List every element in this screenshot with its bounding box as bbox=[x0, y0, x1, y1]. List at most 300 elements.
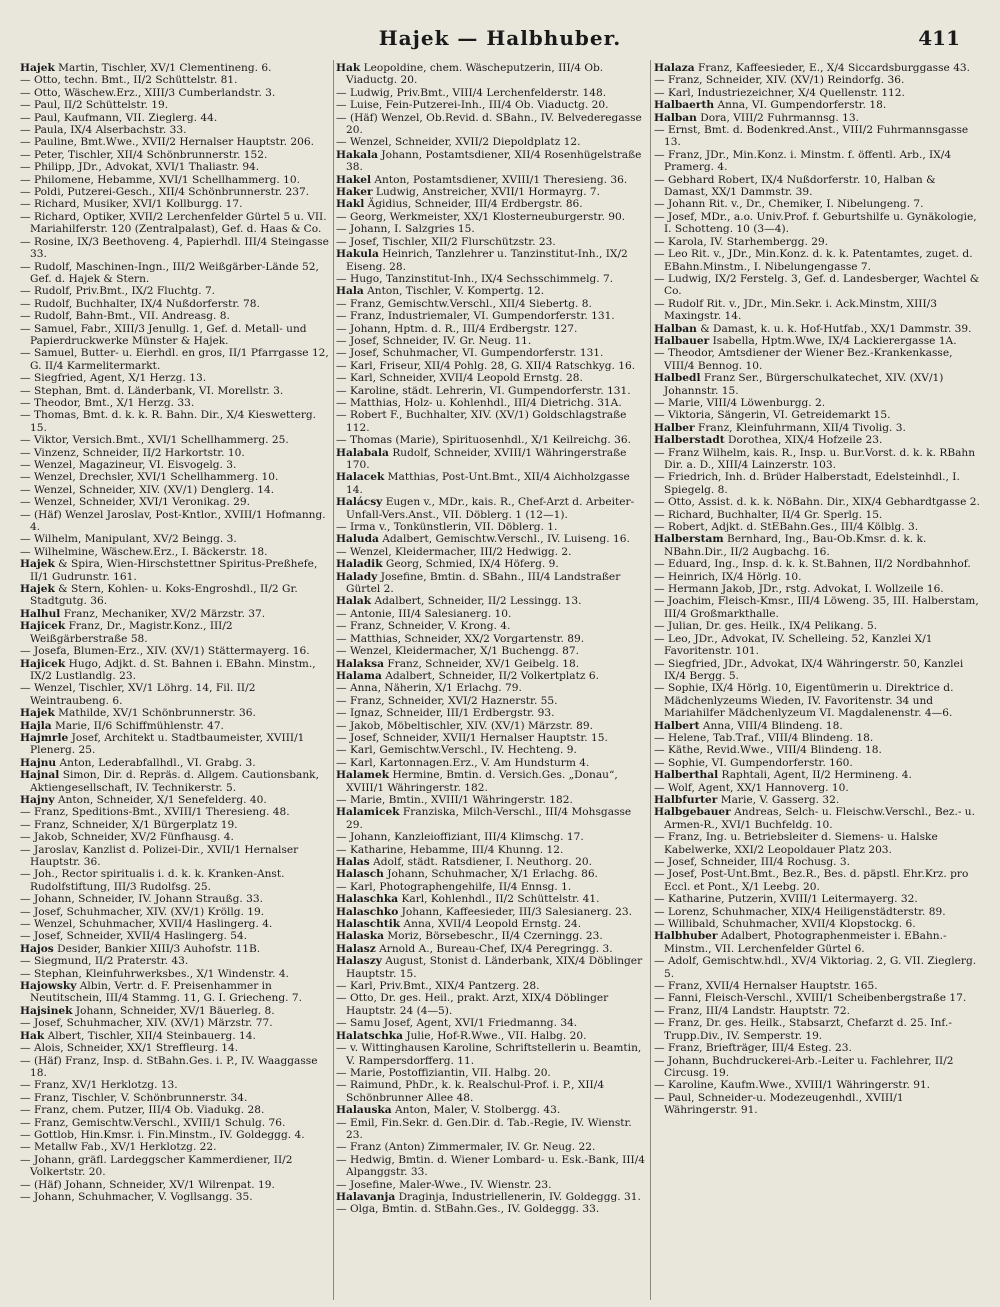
directory-entry bbox=[654, 211, 980, 236]
directory-entry bbox=[654, 980, 980, 992]
directory-entry bbox=[20, 99, 332, 111]
directory-entry bbox=[336, 906, 648, 918]
directory-entry bbox=[336, 273, 648, 285]
entry-details: — Ernst, Bmt. d. Bodenkred.Anst., VIII/2 Fuhrmannsgasse 13. bbox=[654, 124, 969, 149]
entry-surname: Hakel bbox=[336, 173, 371, 186]
entry-details: Anton, Tischler, V. Kompertg. 12. bbox=[367, 285, 545, 298]
directory-entry bbox=[654, 533, 980, 558]
directory-entry bbox=[20, 1079, 332, 1091]
entry-details: — Wolf, Agent, XX/1 Hannoverg. 10. bbox=[654, 781, 849, 794]
entry-details: — Alois, Schneider, XX/1 Streffleurg. 14. bbox=[20, 1042, 239, 1055]
running-title: Hajek — Halbhuber. bbox=[378, 26, 622, 50]
directory-entry bbox=[336, 881, 648, 893]
directory-entry bbox=[336, 670, 648, 682]
directory-entry bbox=[336, 112, 648, 137]
entry-details: — Wenzel, Kleidermacher, III/2 Hedwigg. 2. bbox=[336, 545, 572, 558]
entry-details: Franz, Mechaniker, XV/2 Märzstr. 37. bbox=[63, 607, 266, 620]
entry-details: — Friedrich, Inh. d. Brüder Halberstadt, Edelsteinhdl., I. Spiegelg. 8. bbox=[654, 471, 960, 496]
entry-details: Franz, Schneider, XV/1 Geibelg. 18. bbox=[387, 657, 580, 670]
entry-details: — Johann, I. Salzgries 15. bbox=[336, 223, 475, 236]
entry-details: — Johann, Kanzleioffiziant, III/4 Klimschg. 17. bbox=[336, 831, 584, 844]
directory-entry bbox=[654, 744, 980, 756]
entry-details: Franziska, Milch-Verschl., III/4 Mohsgasse 29. bbox=[346, 806, 632, 831]
directory-entry bbox=[20, 310, 332, 322]
entry-surname: Hak bbox=[20, 1029, 45, 1042]
entry-details: — Gebhard Robert, IX/4 Nußdorferstr. 10, Halban & Damast, XX/1 Dammstr. 39. bbox=[654, 173, 936, 199]
entry-details: — Robert F., Buchhalter, XIV. (XV/1) Goldschlagstraße 112. bbox=[336, 409, 627, 434]
entry-surname: Hajsinek bbox=[20, 1004, 73, 1017]
directory-entry bbox=[20, 447, 332, 459]
entry-details: — Hedwig, Bmtin. d. Wiener Lombard- u. Esk.-Bank, III/4 Alpanggstr. 33. bbox=[336, 1153, 646, 1179]
entry-surname: Halaschtik bbox=[336, 918, 401, 931]
directory-entry bbox=[336, 893, 648, 905]
directory-entry bbox=[336, 658, 648, 670]
entry-details: Josef, Architekt u. Stadtbaumeister, XVIII/1 Plenerg. 25. bbox=[30, 731, 305, 757]
entry-details: — Paul, Schneider-u. Modezeugenhdl., XVIII/1 Währingerstr. 91. bbox=[654, 1091, 904, 1117]
entry-details: — Franz, Gemischtw.Verschl., XVIII/1 Schulg. 76. bbox=[20, 1116, 286, 1129]
entry-surname: Halama bbox=[336, 669, 382, 682]
entry-details: — Josef, Post-Unt.Bmt., Bez.R., Bes. d. päpstl. Ehr.Krz. pro Eccl. et Pont., X/1 Leebg. 20. bbox=[654, 868, 969, 893]
directory-entry bbox=[20, 385, 332, 397]
entry-details: — Olga, Bmtin. d. StBahn.Ges., IV. Goldeggg. 33. bbox=[336, 1203, 600, 1216]
entry-surname: Halaksa bbox=[336, 657, 384, 670]
entry-details: — Theodor, Bmt., X/1 Herzg. 33. bbox=[20, 396, 195, 409]
directory-entry bbox=[336, 595, 648, 607]
directory-entry bbox=[20, 1117, 332, 1129]
directory-entry bbox=[336, 930, 648, 942]
entry-surname: Halaza bbox=[654, 62, 695, 74]
entry-details: — Philomene, Hebamme, XVI/1 Schellhammerg. 10. bbox=[20, 173, 300, 186]
directory-entry bbox=[654, 248, 980, 273]
entry-details: — Viktoria, Sängerin, VI. Getreidemarkt 15. bbox=[654, 409, 891, 422]
directory-entry bbox=[654, 720, 980, 732]
entry-details: — Richard, Buchhalter, II/4 Gr. Sperlg. 15. bbox=[654, 508, 883, 521]
directory-entry bbox=[654, 633, 980, 658]
directory-entry bbox=[336, 211, 648, 223]
entry-details: Johann, Schuhmacher, X/1 Erlachg. 86. bbox=[387, 868, 598, 881]
entry-details: — Emil, Fin.Sekr. d. Gen.Dir. d. Tab.-Regie, IV. Wienstr. 23. bbox=[336, 1116, 632, 1141]
directory-entry bbox=[20, 409, 332, 434]
entry-details: Johann, Postamtsdiener, XII/4 Rosenhügelstraße 38. bbox=[346, 148, 642, 174]
entry-details: — Poldi, Putzerei-Gesch., XII/4 Schönbrunnerstr. 237. bbox=[20, 186, 310, 199]
entry-surname: Hajla bbox=[20, 719, 52, 732]
directory-entry bbox=[336, 757, 648, 769]
entry-details: — (Häf) Wenzel, Ob.Revid. d. SBahn., IV. Belvederegasse 20. bbox=[336, 111, 642, 137]
entry-surname: Halberstadt bbox=[654, 434, 725, 447]
entry-details: — Samuel, Fabr., XIII/3 Jenullg. 1, Gef. d. Metall- und Papierdruckwerke Münster & Hajek. bbox=[20, 322, 307, 347]
directory-entry bbox=[336, 645, 648, 657]
directory-entry bbox=[654, 583, 980, 595]
directory-entry bbox=[336, 620, 648, 632]
entry-surname: Halasz bbox=[336, 942, 376, 955]
entry-details: — Thomas (Marie), Spirituosenhdl., X/1 Keilreichg. 36. bbox=[336, 434, 631, 447]
entry-details: — Samu Josef, Agent, XVI/1 Friedmanng. 34. bbox=[336, 1017, 578, 1030]
entry-details: — Franz, Schneider, XVI/2 Haznerstr. 55. bbox=[336, 694, 558, 707]
entry-details: — Robert, Adjkt. d. StEBahn.Ges., III/4 Kölblg. 3. bbox=[654, 521, 919, 534]
entry-surname: Hajicek bbox=[20, 620, 66, 633]
entry-details: — Eduard, Ing., Insp. d. k. k. St.Bahnen, II/2 Nordbahnhof. bbox=[654, 558, 971, 571]
directory-entry bbox=[336, 608, 648, 620]
directory-entry bbox=[654, 323, 980, 335]
entry-details: — Katharine, Hebamme, III/4 Khunng. 12. bbox=[336, 843, 564, 856]
directory-entry bbox=[654, 236, 980, 248]
entry-details: Dorothea, XIX/4 Hofzeile 23. bbox=[728, 434, 883, 447]
directory-entry bbox=[654, 1017, 980, 1042]
directory-entry bbox=[654, 831, 980, 856]
directory-entry bbox=[336, 633, 648, 645]
directory-entry bbox=[20, 1042, 332, 1054]
entry-details: — Rudolf, Bahn-Bmt., VII. Andreasg. 8. bbox=[20, 310, 230, 323]
directory-entry bbox=[20, 1092, 332, 1104]
entry-details: — Franz, Gemischtw.Verschl., XII/4 Siebertg. 8. bbox=[336, 297, 592, 310]
entry-details: Anton, Maler, V. Stolbergg. 43. bbox=[395, 1104, 561, 1117]
directory-entry bbox=[20, 174, 332, 186]
entry-details: — Viktor, Versich.Bmt., XVI/1 Schellhammerg. 25. bbox=[20, 434, 289, 447]
directory-entry bbox=[654, 273, 980, 298]
entry-details: — Josef, Tischler, XII/2 Flurschützstr. 23. bbox=[336, 235, 556, 248]
entry-details: — Wenzel, Magazineur, VI. Eisvogelg. 3. bbox=[20, 459, 237, 471]
entry-details: — Siegfried, Agent, X/1 Herzg. 13. bbox=[20, 372, 207, 385]
directory-entry bbox=[654, 74, 980, 86]
page-header bbox=[0, 0, 1000, 60]
directory-entry bbox=[336, 769, 648, 794]
entry-details: Julie, Hof-R.Wwe., VII. Halbg. 20. bbox=[406, 1029, 587, 1042]
directory-entry bbox=[20, 608, 332, 620]
directory-entry bbox=[20, 323, 332, 348]
entry-details: Eugen v., MDr., kais. R., Chef-Arzt d. Arbeiter-Unfall-Vers.Anst., VII. Döblerg. 1 (12—1). bbox=[346, 496, 635, 521]
directory-entry bbox=[336, 136, 648, 148]
directory-entry bbox=[20, 732, 332, 757]
entry-details: Adalbert, Photographenmeister i. EBahn.-Minstm., VII. Lerchenfelder Gürtel 6. bbox=[664, 930, 947, 955]
entry-details: — Franz, Ing. u. Betriebsleiter d. Siemens- u. Halske Kabelwerke, XXI/2 Leopoldauer Platz 203. bbox=[654, 831, 938, 856]
directory-entry bbox=[654, 434, 980, 446]
directory-entry bbox=[20, 261, 332, 286]
entry-details: — Franz, XVII/4 Hernalser Hauptstr. 165. bbox=[654, 980, 878, 993]
directory-entry bbox=[336, 744, 648, 756]
entry-details: — Josefa, Blumen-Erz., XIV. (XV/1) Stättermayerg. 16. bbox=[20, 645, 310, 658]
entry-details: Draginja, Industriellenerin, IV. Goldeggg. 31. bbox=[398, 1190, 641, 1203]
entry-details: & Damast, k. u. k. Hof-Hutfab., XX/1 Dammstr. 39. bbox=[700, 322, 972, 335]
entry-details: Arnold A., Bureau-Chef, IX/4 Peregringg. 3. bbox=[379, 942, 613, 955]
directory-entry bbox=[654, 509, 980, 521]
entry-surname: Hakula bbox=[336, 248, 379, 261]
entry-details: — Karl, Kartonnagen.Erz., V. Am Hundsturm 4. bbox=[336, 756, 590, 769]
entry-details: — Hermann Jakob, JDr., rstg. Advokat, I. Wollzeile 16. bbox=[654, 583, 944, 596]
entry-details: — Johann, Hptm. d. R., III/4 Erdbergstr. 127. bbox=[336, 322, 578, 335]
entry-surname: Hajos bbox=[20, 942, 54, 955]
directory-entry bbox=[336, 198, 648, 210]
entry-details: — Karl, Industriezeichner, X/4 Quellenstr. 112. bbox=[654, 86, 905, 99]
entry-details: Adalbert, Gemischtw.Verschl., IV. Luiseng. 16. bbox=[382, 533, 630, 546]
directory-entry bbox=[20, 819, 332, 831]
directory-entry bbox=[20, 1030, 332, 1042]
directory-entry bbox=[654, 769, 980, 781]
directory-entry bbox=[20, 459, 332, 471]
entry-surname: Haladik bbox=[336, 558, 383, 571]
directory-entry bbox=[336, 223, 648, 235]
entry-details: Ludwig, Anstreicher, XVII/1 Hormayrg. 7. bbox=[375, 186, 601, 199]
entry-details: Hugo, Adjkt. d. St. Bahnen i. EBahn. Minstm., IX/2 Lustlandlg. 23. bbox=[30, 657, 316, 682]
entry-details: — Raimund, PhDr., k. k. Realschul-Prof. i. P., XII/4 Schönbrunner Allee 48. bbox=[336, 1079, 605, 1104]
directory-entry bbox=[20, 74, 332, 86]
directory-entry bbox=[20, 980, 332, 1005]
directory-entry bbox=[654, 1079, 980, 1091]
entry-surname: Halamek bbox=[336, 769, 390, 782]
directory-entry bbox=[654, 521, 980, 533]
directory-entry bbox=[336, 62, 648, 87]
entry-details: — Franz, III/4 Landstr. Hauptstr. 72. bbox=[654, 1004, 850, 1017]
entry-surname: Halber bbox=[654, 421, 695, 434]
column-divider bbox=[333, 60, 334, 1300]
entry-details: — Otto, Assist. d. k. k. NöBahn. Dir., XIX/4 Gebhardtgasse 2. bbox=[654, 496, 980, 509]
directory-column-2 bbox=[336, 62, 648, 1302]
entry-surname: Haker bbox=[336, 186, 373, 199]
entry-surname: Hajek bbox=[20, 583, 55, 596]
directory-entry bbox=[20, 707, 332, 719]
directory-entry bbox=[20, 620, 332, 645]
directory-entry bbox=[654, 794, 980, 806]
directory-entry bbox=[20, 968, 332, 980]
entry-details: — Paul, Kaufmann, VII. Zieglerg. 44. bbox=[20, 111, 218, 124]
entry-surname: Halamicek bbox=[336, 806, 400, 819]
directory-entry bbox=[20, 794, 332, 806]
entry-details: Leopoldine, chem. Wäscheputzerin, III/4 Ob. Viaductg. 20. bbox=[346, 62, 604, 87]
entry-details: — Johann Rit. v., Dr., Chemiker, I. Nibelungeng. 7. bbox=[654, 198, 924, 211]
directory-entry bbox=[20, 198, 332, 210]
directory-entry bbox=[336, 323, 648, 335]
directory-entry bbox=[654, 298, 980, 323]
entry-surname: Hajicek bbox=[20, 657, 66, 670]
entry-surname: Halhul bbox=[20, 607, 61, 620]
entry-details: — Johann, Schneider, IV. Johann Straußg. 33. bbox=[20, 893, 263, 906]
entry-details: — Irma v., Tonkünstlerin, VII. Döblerg. 1. bbox=[336, 521, 558, 534]
directory-entry bbox=[654, 1092, 980, 1117]
entry-surname: Halbhuber bbox=[654, 930, 718, 943]
directory-entry bbox=[336, 546, 648, 558]
entry-details: Marie, II/6 Schiffmühlenstr. 47. bbox=[54, 719, 224, 732]
entry-details: Franz, Kleinfuhrmann, XII/4 Tivolig. 3. bbox=[698, 421, 906, 434]
directory-entry bbox=[654, 658, 980, 683]
directory-entry bbox=[20, 806, 332, 818]
entry-details: — Josef, Schneider, XVII/4 Haslingerg. 54. bbox=[20, 930, 248, 943]
entry-details: — Rudolf, Buchhalter, IX/4 Nußdorferstr. 78. bbox=[20, 297, 260, 310]
directory-entry bbox=[654, 782, 980, 794]
entry-details: — Franz, Tischler, V. Schönbrunnerstr. 34. bbox=[20, 1091, 248, 1104]
entry-details: — Richard, Musiker, XVI/1 Kollburgg. 17. bbox=[20, 198, 243, 211]
entry-details: — Siegmund, II/2 Praterstr. 43. bbox=[20, 955, 189, 968]
directory-entry bbox=[20, 757, 332, 769]
directory-entry bbox=[20, 124, 332, 136]
entry-details: — Otto, techn. Bmt., II/2 Schüttelstr. 81. bbox=[20, 74, 238, 87]
directory-entry bbox=[654, 335, 980, 347]
entry-surname: Halberstam bbox=[654, 533, 724, 546]
directory-entry bbox=[654, 471, 980, 496]
directory-entry bbox=[20, 943, 332, 955]
entry-details: Adolf, städt. Ratsdiener, I. Neuthorg. 20. bbox=[373, 856, 592, 868]
entry-surname: Halatschka bbox=[336, 1029, 403, 1042]
directory-entry bbox=[20, 1179, 332, 1191]
directory-entry bbox=[20, 1191, 332, 1203]
entry-surname: Haluda bbox=[336, 533, 379, 546]
directory-entry bbox=[654, 149, 980, 174]
directory-entry bbox=[336, 682, 648, 694]
entry-details: — Thomas, Bmt. d. k. k. R. Bahn. Dir., X/4 Kieswetterg. 15. bbox=[20, 409, 317, 434]
entry-details: — Ignaz, Schneider, III/1 Erdbergstr. 93. bbox=[336, 707, 555, 720]
entry-details: — Johann, Schuhmacher, V. Vogllsangg. 35. bbox=[20, 1190, 253, 1203]
directory-entry bbox=[654, 1005, 980, 1017]
directory-entry bbox=[20, 645, 332, 657]
entry-details: — Pauline, Bmt.Wwe., XVII/2 Hernalser Hauptstr. 206. bbox=[20, 136, 314, 149]
entry-details: Georg, Schmied, IX/4 Höferg. 9. bbox=[385, 558, 559, 571]
entry-details: — Stephan, Bmt. d. Länderbank, VI. Morellstr. 3. bbox=[20, 384, 284, 397]
directory-entry bbox=[336, 335, 648, 347]
entry-details: Albin, Vertr. d. F. Preisenhammer in Neutitschein, III/4 Stammg. 11, G. I. Griecheng. 7. bbox=[30, 980, 302, 1005]
directory-entry bbox=[654, 595, 980, 620]
entry-details: — Otto, Dr. ges. Heil., prakt. Arzt, XIX/4 Döblinger Hauptstr. 24 (4—5). bbox=[336, 992, 609, 1017]
entry-details: — Leo, JDr., Advokat, IV. Schelleing. 52, Kanzlei X/1 Favoritenstr. 101. bbox=[654, 632, 933, 658]
entry-details: — Siegfried, JDr., Advokat, IX/4 Währingerstr. 50, Kanzlei IX/4 Bergg. 5. bbox=[654, 657, 964, 682]
entry-details: — Philipp, JDr., Advokat, XVI/1 Thaliastr. 94. bbox=[20, 161, 260, 174]
entry-details: — Franz, Speditions-Bmt., XVIII/1 Theresieng. 48. bbox=[20, 806, 290, 819]
directory-entry bbox=[20, 434, 332, 446]
entry-details: — Luise, Fein-Putzerei-Inh., III/4 Ob. Viaductg. 20. bbox=[336, 99, 609, 112]
directory-entry bbox=[654, 174, 980, 199]
directory-entry bbox=[20, 136, 332, 148]
directory-entry bbox=[336, 248, 648, 273]
directory-entry bbox=[336, 1203, 648, 1215]
directory-entry bbox=[20, 868, 332, 893]
directory-entry bbox=[20, 844, 332, 869]
directory-entry bbox=[336, 980, 648, 992]
entry-details: — Sophie, IX/4 Hörlg. 10, Eigentümerin u. Direktrice d. Mädchenlyzeums Wieden, IV. Favoritenstr. 34 und Mariahilfer Mädchenlyzeum VI. Magdalenenstr. 4—6. bbox=[654, 682, 954, 720]
entry-details: — Sophie, VI. Gumpendorferstr. 160. bbox=[654, 756, 853, 769]
entry-details: — Karl, Priv.Bmt., XIX/4 Pantzerg. 28. bbox=[336, 980, 540, 993]
entry-surname: Halas bbox=[336, 856, 370, 868]
entry-details: — Hugo, Tanzinstitut-Inh., IX/4 Sechsschimmelg. 7. bbox=[336, 272, 614, 285]
entry-details: August, Stonist d. Länderbank, XIX/4 Döblinger Hauptstr. 15. bbox=[346, 955, 643, 980]
directory-entry bbox=[654, 918, 980, 930]
entry-details: — Leo Rit. v., JDr., Min.Konz. d. k. k. Patentamtes, zuget. d. EBahn.Minstm., I. Nibelungengasse 7. bbox=[654, 248, 973, 273]
directory-entry bbox=[20, 682, 332, 707]
entry-details: — Johann, gräfl. Lardeggscher Kammerdiener, II/2 Volkertstr. 20. bbox=[20, 1153, 293, 1179]
entry-details: — Jakob, Möbeltischler, XIV. (XV/1) Märzstr. 89. bbox=[336, 719, 594, 732]
directory-entry bbox=[336, 298, 648, 310]
entry-details: — (Häf) Franz, Insp. d. StBahn.Ges. i. P., IV. Waaggasse 18. bbox=[20, 1054, 318, 1079]
directory-entry bbox=[654, 372, 980, 397]
entry-details: — Josef, Schneider, III/4 Rochusg. 3. bbox=[654, 856, 850, 868]
directory-entry bbox=[20, 930, 332, 942]
entry-details: — Franz, XV/1 Herklotzg. 13. bbox=[20, 1079, 178, 1092]
entry-surname: Halberthal bbox=[654, 769, 719, 782]
directory-entry bbox=[336, 992, 648, 1017]
directory-entry bbox=[336, 521, 648, 533]
directory-entry bbox=[654, 856, 980, 868]
entry-details: — Paul, II/2 Schüttelstr. 19. bbox=[20, 99, 169, 112]
entry-details: — Paula, IX/4 Alserbachstr. 33. bbox=[20, 124, 187, 137]
entry-details: — Wenzel, Schneider, XVII/2 Diepoldplatz 12. bbox=[336, 136, 581, 149]
entry-surname: Hajny bbox=[20, 793, 55, 806]
directory-entry bbox=[336, 1154, 648, 1179]
directory-entry bbox=[336, 285, 648, 297]
directory-entry bbox=[336, 434, 648, 446]
directory-entry bbox=[654, 496, 980, 508]
directory-entry bbox=[336, 943, 648, 955]
entry-details: — Peter, Tischler, XII/4 Schönbrunnerstr. 152. bbox=[20, 148, 268, 161]
directory-entry bbox=[336, 236, 648, 248]
directory-entry bbox=[654, 757, 980, 769]
entry-details: — Karoline, Kaufm.Wwe., XVIII/1 Währingerstr. 91. bbox=[654, 1079, 931, 1092]
directory-entry bbox=[336, 347, 648, 359]
entry-details: — Richard, Optiker, XVII/2 Lerchenfelder Gürtel 5 u. VII. Mariahilferstr. 120 (Zentralpalast), Gef. d. Haas & Co. bbox=[20, 210, 327, 236]
entry-surname: Halaska bbox=[336, 930, 384, 943]
entry-details: — (Häf) Johann, Schneider, XV/1 Wilrenpat. 19. bbox=[20, 1178, 275, 1191]
entry-details: — Gottlob, Hin.Kmsr. i. Fin.Minstm., IV. Goldeggg. 4. bbox=[20, 1128, 305, 1141]
entry-details: — Franz, Schneider, V. Krong. 4. bbox=[336, 620, 511, 633]
entry-details: — Johann, Buchdruckerei-Arb.-Leiter u. Fachlehrer, II/2 Circusg. 19. bbox=[654, 1054, 954, 1079]
directory-entry bbox=[20, 186, 332, 198]
directory-entry bbox=[20, 906, 332, 918]
entry-surname: Halaschko bbox=[336, 905, 399, 918]
entry-details: — Wenzel, Tischler, XV/1 Löhrg. 14, Fil. II/2 Weintraubeng. 6. bbox=[20, 682, 256, 707]
directory-entry bbox=[20, 658, 332, 683]
directory-column-3 bbox=[654, 62, 980, 1302]
directory-entry bbox=[336, 955, 648, 980]
entry-surname: Halady bbox=[336, 570, 378, 583]
directory-entry bbox=[336, 447, 648, 472]
directory-entry bbox=[336, 720, 648, 732]
entry-details: — Willibald, Schuhmacher, XVII/4 Klopstockg. 6. bbox=[654, 918, 916, 931]
directory-entry bbox=[336, 310, 648, 322]
entry-details: — Joachim, Fleisch-Kmsr., III/4 Löweng. 35, III. Halberstam, III/4 Großmarkthalle. bbox=[654, 595, 979, 620]
entry-details: — Matthias, Holz- u. Kohlenhdl., III/4 Dietrichg. 31A. bbox=[336, 396, 622, 409]
entry-details: — Franz (Anton) Zimmermaler, IV. Gr. Neug. 22. bbox=[336, 1141, 596, 1154]
entry-surname: Hakala bbox=[336, 148, 378, 161]
entry-details: — Franz, Dr. ges. Heilk., Stabsarzt, Chefarzt d. 25. Inf.-Trupp.Div., IV. Semperstr. 19. bbox=[654, 1017, 952, 1042]
entry-surname: Halaschka bbox=[336, 893, 399, 906]
directory-entry bbox=[336, 1079, 648, 1104]
directory-entry bbox=[654, 112, 980, 124]
directory-entry bbox=[20, 236, 332, 261]
directory-entry bbox=[20, 583, 332, 608]
entry-details: — Käthe, Revid.Wwe., VIII/4 Blindeng. 18. bbox=[654, 744, 882, 757]
entry-details: — Josef, MDr., a.o. Univ.Prof. f. Geburtshilfe u. Gynäkologie, I. Schotteng. 10 (3—4). bbox=[654, 210, 977, 236]
directory-entry bbox=[336, 372, 648, 384]
entry-details: — Wenzel, Schneider, XIV. (XV/1) Denglerg. 14. bbox=[20, 483, 275, 496]
entry-details: — Wenzel, Kleidermacher, X/1 Buchengg. 87. bbox=[336, 645, 579, 658]
directory-entry bbox=[20, 1154, 332, 1179]
directory-entry bbox=[654, 571, 980, 583]
entry-details: — Josef, Schneider, IV. Gr. Neug. 11. bbox=[336, 334, 532, 347]
entry-details: — Stephan, Kleinfuhrwerksbes., X/1 Windenstr. 4. bbox=[20, 967, 289, 980]
directory-column-1 bbox=[20, 62, 332, 1302]
entry-details: Matthias, Post-Unt.Bmt., XII/4 Aichholzgasse 14. bbox=[346, 471, 630, 496]
directory-entry bbox=[336, 794, 648, 806]
entry-surname: Halácsy bbox=[336, 496, 383, 509]
entry-details: Rudolf, Schneider, XVIII/1 Währingerstraße 170. bbox=[346, 446, 627, 471]
directory-entry bbox=[20, 161, 332, 173]
directory-entry bbox=[20, 149, 332, 161]
entry-surname: Hajowsky bbox=[20, 980, 77, 993]
entry-details: — Karl, Gemischtw.Verschl., IV. Hechteng. 9. bbox=[336, 744, 577, 757]
directory-entry bbox=[20, 558, 332, 583]
entry-details: — Karl, Photographengehilfe, II/4 Ennsg. 1. bbox=[336, 880, 572, 893]
entry-details: Adalbert, Schneider, II/2 Lessingg. 13. bbox=[374, 595, 582, 608]
entry-details: — Julian, Dr. ges. Heilk., IX/4 Pelikang. 5. bbox=[654, 620, 878, 633]
entry-surname: Hak bbox=[336, 62, 361, 74]
entry-surname: Hala bbox=[336, 285, 364, 298]
entry-details: — Katharine, Putzerin, XVIII/1 Leitermayerg. 32. bbox=[654, 893, 918, 906]
entry-details: — Joh., Rector spiritualis i. d. k. k. Kranken-Anst. Rudolfstiftung, III/3 Rudolfsg. 25. bbox=[20, 868, 285, 893]
